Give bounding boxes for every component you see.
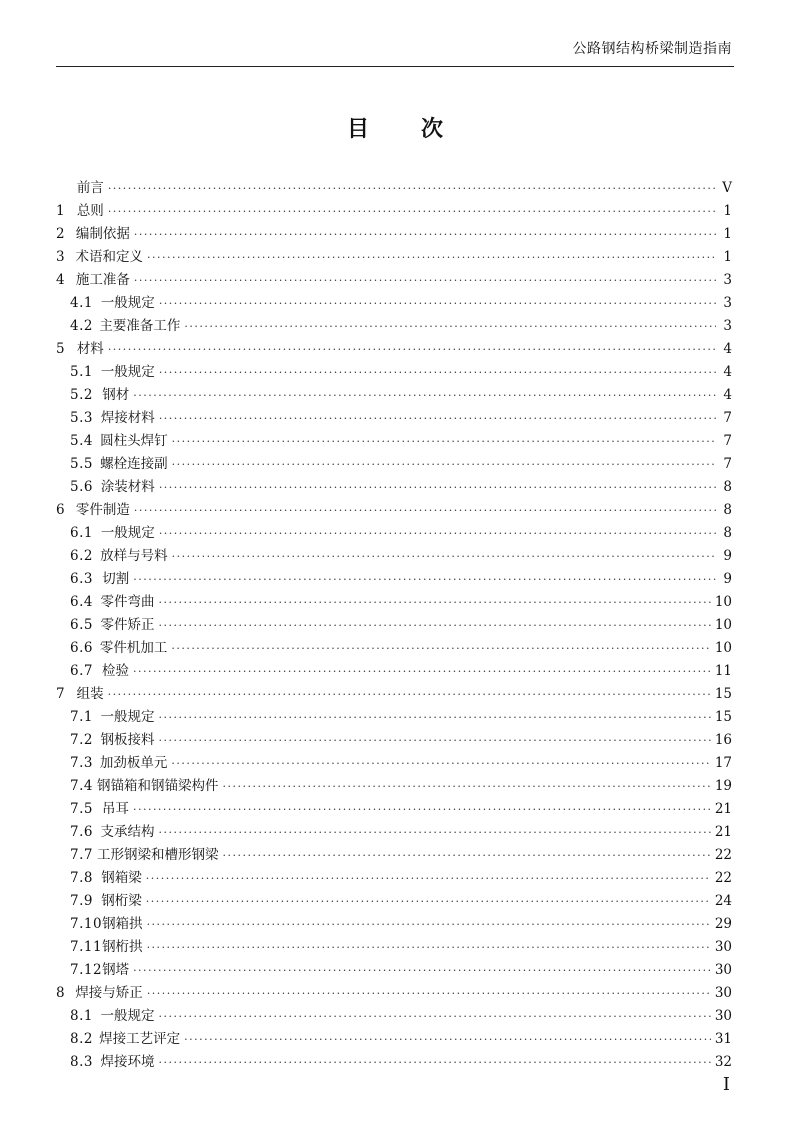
toc-entry-title: 一般规定 [100, 709, 155, 725]
toc-entry-title: 施工准备 [75, 272, 130, 288]
toc-entry-page: 4 [723, 341, 732, 357]
toc-entry-page: 32 [714, 1054, 732, 1070]
toc-entry[interactable] [56, 1050, 732, 1073]
toc-entry-page: 31 [714, 1031, 732, 1047]
header-rule [56, 66, 734, 67]
toc-leader-dots [147, 251, 716, 264]
toc-entry[interactable] [56, 682, 732, 705]
toc-entry-page: 3 [723, 318, 732, 334]
toc-leader-dots [184, 1033, 711, 1046]
toc-entry-title: 钢箱梁 [101, 870, 142, 886]
toc-entry-number: 7.7 [70, 847, 93, 863]
toc-leader-dots [159, 481, 716, 494]
toc-leader-dots [159, 826, 711, 839]
toc-entry[interactable] [56, 613, 732, 636]
toc-leader-dots [159, 297, 716, 310]
toc-entry-number: 6.5 [70, 617, 93, 633]
toc-entry-number: 7.12 [70, 962, 103, 978]
toc-entry-number: 5.6 [70, 479, 93, 495]
toc-entry-title: 钢桁拱 [102, 939, 143, 955]
toc-entry-page: 29 [714, 916, 732, 932]
toc-entry-title: 编制依据 [75, 226, 130, 242]
toc-entry-number: 7.10 [70, 916, 103, 932]
toc-entry-title: 加劲板单元 [99, 755, 168, 771]
toc-entry-title: 吊耳 [101, 801, 129, 817]
toc-entry-title: 螺栓连接副 [100, 456, 168, 472]
toc-entry-title: 术语和定义 [75, 249, 143, 265]
toc-leader-dots [134, 228, 716, 241]
toc-leader-dots [133, 573, 716, 586]
toc-entry[interactable] [56, 383, 732, 406]
toc-entry[interactable] [56, 291, 732, 314]
toc-entry-page: 1 [723, 203, 732, 219]
toc-entry-number: 5.5 [70, 456, 93, 472]
toc-leader-dots [172, 458, 716, 471]
toc-leader-dots [159, 1056, 711, 1069]
toc-entry-page: 21 [714, 824, 732, 840]
toc-entry-page: 7 [723, 456, 732, 472]
toc-entry[interactable] [56, 360, 732, 383]
toc-entry-number: 6.1 [70, 525, 93, 541]
toc-entry-page: 4 [723, 387, 732, 403]
toc-leader-dots [184, 320, 716, 333]
toc-entry-title: 切割 [102, 571, 130, 587]
toc-leader-dots [133, 803, 711, 816]
toc-entry[interactable] [56, 935, 732, 958]
toc-entry-number: 8.3 [70, 1054, 93, 1070]
toc-entry-title: 钢材 [102, 387, 130, 403]
toc-leader-dots [159, 619, 711, 632]
toc-leader-dots [223, 780, 711, 793]
toc-entry-title: 零件机加工 [99, 640, 168, 656]
toc-entry-number: 5.2 [70, 387, 93, 403]
toc-entry-title: 一般规定 [100, 525, 155, 541]
toc-entry-title: 前言 [76, 180, 104, 196]
toc-entry[interactable] [56, 774, 732, 797]
toc-entry-page: 30 [714, 985, 732, 1001]
toc-entry-page: 30 [714, 939, 732, 955]
toc-entry-title: 组装 [76, 686, 104, 702]
toc-entry[interactable] [56, 636, 732, 659]
toc-entry-number: 8.2 [70, 1031, 93, 1047]
toc-leader-dots [108, 343, 716, 356]
toc-entry-page: 17 [714, 755, 732, 771]
toc-entry[interactable] [56, 429, 732, 452]
toc-entry-title: 焊接与矫正 [75, 985, 143, 1001]
toc-leader-dots [133, 964, 711, 977]
toc-entry-number: 7.9 [70, 893, 93, 909]
toc-leader-dots [171, 642, 710, 655]
toc-entry-number: 7.1 [70, 709, 93, 725]
toc-entry-title: 总则 [76, 203, 104, 219]
toc-entry-number: 4 [56, 272, 65, 288]
toc-entry-page: 22 [714, 870, 732, 886]
toc-entry-title: 支承结构 [100, 824, 155, 840]
toc-entry-page: 10 [714, 640, 732, 656]
toc-entry-page: 19 [714, 778, 732, 794]
toc-entry[interactable] [56, 797, 732, 820]
toc-leader-dots [147, 918, 711, 931]
toc-entry-page: 9 [723, 548, 732, 564]
toc-entry-page: 8 [723, 525, 732, 541]
toc-entry-page: 9 [723, 571, 732, 587]
toc-entry-page: 7 [723, 433, 732, 449]
toc-entry-page: 11 [714, 663, 732, 679]
toc-entry-title: 主要准备工作 [99, 318, 181, 334]
toc-entry[interactable] [56, 728, 732, 751]
toc-leader-dots [108, 182, 716, 195]
toc-entry[interactable] [56, 958, 732, 981]
toc-entry-title: 钢塔 [102, 962, 130, 978]
toc-entry-title: 零件矫正 [100, 617, 155, 633]
toc-entry[interactable] [56, 245, 732, 268]
toc-entry-title: 钢桁梁 [101, 893, 142, 909]
toc-entry-page: 1 [723, 226, 732, 242]
toc-entry-page: 30 [714, 1008, 732, 1024]
toc-entry-number: 6.2 [70, 548, 93, 564]
toc-entry[interactable] [56, 337, 732, 360]
toc-entry-number: 5.4 [70, 433, 93, 449]
toc-entry-number: 7.3 [70, 755, 93, 771]
toc-entry[interactable] [56, 521, 732, 544]
toc-entry-page: 8 [723, 479, 732, 495]
toc-entry-page: 3 [723, 295, 732, 311]
toc-leader-dots [172, 435, 716, 448]
toc-entry-page: V [722, 180, 732, 196]
toc-entry-title: 材料 [76, 341, 104, 357]
toc-entry-number: 6.4 [70, 594, 93, 610]
toc-entry-page: 10 [714, 617, 732, 633]
toc-entry-title: 涂装材料 [100, 479, 155, 495]
toc-title: 目次 [346, 117, 495, 142]
toc-entry[interactable] [56, 866, 732, 889]
toc-entry-page: 3 [723, 272, 732, 288]
toc-entry-title: 焊接工艺评定 [99, 1031, 181, 1047]
toc-entry[interactable] [56, 1004, 732, 1027]
toc-leader-dots [159, 734, 711, 747]
toc-leader-dots [134, 504, 716, 517]
toc-entry-title: 检验 [101, 663, 129, 679]
toc-entry-title: 钢箱拱 [102, 916, 143, 932]
toc-entry-title: 一般规定 [100, 295, 155, 311]
toc-entry[interactable] [56, 452, 732, 475]
toc-entry[interactable] [56, 820, 732, 843]
toc-entry[interactable] [56, 406, 732, 429]
toc-entry[interactable] [56, 475, 732, 498]
toc-entry-page: 10 [714, 594, 732, 610]
toc-entry[interactable] [56, 751, 732, 774]
toc-entry-number: 7.6 [70, 824, 93, 840]
toc-entry-title: 钢板接料 [100, 732, 155, 748]
toc-entry-page: 1 [723, 249, 732, 265]
toc-entry-page: 22 [714, 847, 732, 863]
toc-entry-title: 零件制造 [75, 502, 130, 518]
toc-entry-page: 7 [723, 410, 732, 426]
toc-entry-title: 焊接环境 [100, 1054, 155, 1070]
toc-leader-dots [108, 205, 716, 218]
toc-entry-page: 15 [714, 709, 732, 725]
table-of-contents [56, 176, 732, 1073]
toc-entry-number: 6.3 [70, 571, 93, 587]
toc-leader-dots [147, 941, 711, 954]
toc-entry-number: 7.2 [70, 732, 93, 748]
toc-entry[interactable] [56, 590, 732, 613]
toc-entry-title: 一般规定 [100, 364, 155, 380]
toc-leader-dots [159, 711, 711, 724]
toc-leader-dots [146, 872, 711, 885]
toc-entry-number: 7.11 [70, 939, 103, 955]
toc-entry-title: 钢锚箱和钢锚梁构件 [97, 778, 219, 794]
toc-entry-title: 零件弯曲 [100, 594, 155, 610]
toc-entry-number: 8 [56, 985, 65, 1001]
toc-entry-page: 24 [714, 893, 732, 909]
toc-leader-dots [223, 849, 711, 862]
toc-entry[interactable] [56, 268, 732, 291]
toc-leader-dots [159, 412, 716, 425]
toc-entry-page: 21 [714, 801, 732, 817]
toc-entry[interactable] [56, 544, 732, 567]
toc-leader-dots [134, 274, 716, 287]
toc-entry[interactable] [56, 889, 732, 912]
toc-entry[interactable] [56, 843, 732, 866]
toc-entry[interactable] [56, 176, 732, 199]
toc-entry[interactable] [56, 222, 732, 245]
toc-entry-number: 7.4 [70, 778, 93, 794]
toc-entry-number: 7.8 [70, 870, 93, 886]
toc-entry[interactable] [56, 498, 732, 521]
toc-entry[interactable] [56, 705, 732, 728]
toc-entry-number: 6.7 [70, 663, 93, 679]
toc-entry-title: 放样与号料 [100, 548, 168, 564]
toc-entry-page: 8 [723, 502, 732, 518]
toc-entry[interactable] [56, 981, 732, 1004]
toc-leader-dots [171, 757, 710, 770]
toc-entry-number: 7 [56, 686, 65, 702]
toc-entry[interactable] [56, 1027, 732, 1050]
toc-entry-number: 8.1 [70, 1008, 93, 1024]
toc-entry-number: 4.2 [70, 318, 93, 334]
toc-leader-dots [159, 366, 716, 379]
toc-entry-number: 7.5 [70, 801, 93, 817]
toc-entry-number: 6.6 [70, 640, 93, 656]
toc-entry-number: 3 [56, 249, 65, 265]
toc-leader-dots [133, 665, 711, 678]
toc-entry-title: 工形钢梁和槽形钢梁 [97, 847, 219, 863]
toc-entry-page: 15 [714, 686, 732, 702]
toc-entry[interactable] [56, 912, 732, 935]
running-header: 公路钢结构桥梁制造指南 [572, 41, 732, 57]
page-number: I [722, 1074, 730, 1095]
toc-entry-title: 一般规定 [100, 1008, 155, 1024]
toc-entry-number: 5 [56, 341, 65, 357]
toc-entry-title: 圆柱头焊钉 [100, 433, 168, 449]
toc-entry[interactable] [56, 659, 732, 682]
toc-leader-dots [172, 550, 716, 563]
toc-entry-number: 6 [56, 502, 65, 518]
toc-leader-dots [108, 688, 711, 701]
toc-entry-number: 1 [56, 203, 65, 219]
toc-entry[interactable] [56, 314, 732, 337]
toc-leader-dots [159, 1010, 711, 1023]
toc-leader-dots [159, 527, 716, 540]
toc-entry-page: 4 [723, 364, 732, 380]
toc-entry[interactable] [56, 199, 732, 222]
toc-entry-number: 2 [56, 226, 65, 242]
toc-entry[interactable] [56, 567, 732, 590]
toc-leader-dots [146, 895, 711, 908]
toc-entry-page: 30 [714, 962, 732, 978]
toc-leader-dots [133, 389, 716, 402]
toc-leader-dots [147, 987, 711, 1000]
toc-entry-page: 16 [714, 732, 732, 748]
toc-leader-dots [159, 596, 711, 609]
toc-entry-number: 5.1 [70, 364, 93, 380]
toc-entry-number: 5.3 [70, 410, 93, 426]
toc-entry-title: 焊接材料 [100, 410, 155, 426]
toc-entry-number: 4.1 [70, 295, 93, 311]
